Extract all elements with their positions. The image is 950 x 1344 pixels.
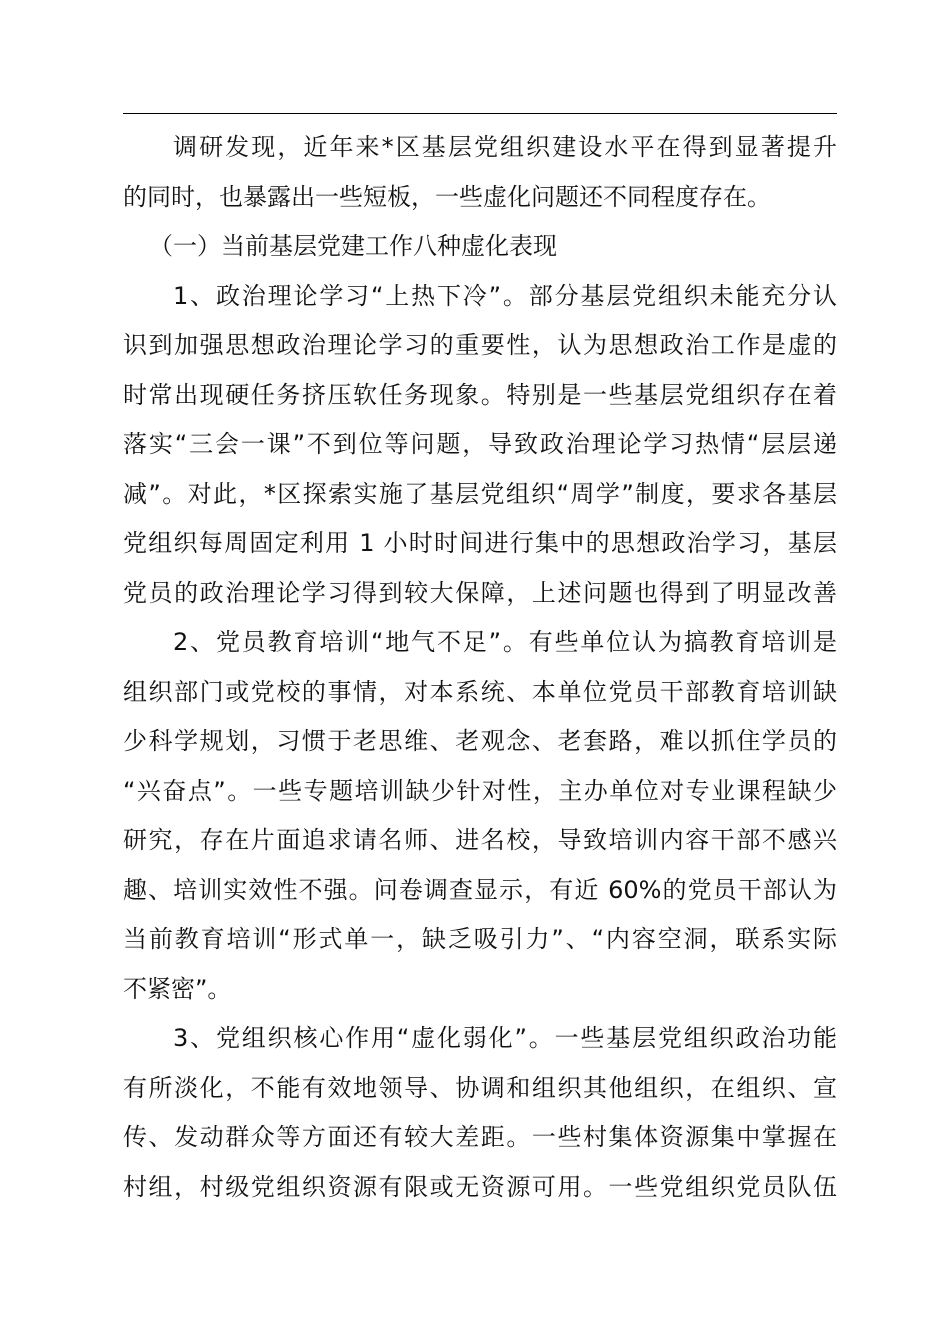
text-line: 有所淡化，不能有效地领导、协调和组织其他组织，在组织、宣 xyxy=(123,1073,837,1102)
text-line: 党组织每周固定利用 1 小时时间进行集中的思想政治学习，基层 xyxy=(123,529,837,557)
text-line: 不紧密”。 xyxy=(123,974,232,1003)
text-line: 时常出现硬任务挤压软任务现象。特别是一些基层党组织存在着 xyxy=(123,380,837,409)
paragraph-item-2 xyxy=(123,618,837,1014)
paragraph-item-1 xyxy=(123,272,837,619)
text-line: 识到加强思想政治理论学习的重要性，认为思想政治工作是虚的 xyxy=(123,331,837,359)
paragraph-intro xyxy=(123,123,837,222)
text-line: 当前教育培训“形式单一，缺乏吸引力”、“内容空洞，联系实际 xyxy=(123,925,837,953)
text-line: 组织部门或党校的事情，对本系统、本单位党员干部教育培训缺 xyxy=(123,677,837,706)
text-line: 2、党员教育培训“地气不足”。有些单位认为搞教育培训是 xyxy=(173,628,837,656)
text-line: 调研发现，近年来*区基层党组织建设水平在得到显著提升 xyxy=(173,133,837,161)
text-line: 少科学规划，习惯于老思维、老观念、老套路，难以抓住学员的 xyxy=(123,727,837,755)
text-line: 传、发动群众等方面还有较大差距。一些村集体资源集中掌握在 xyxy=(123,1123,837,1151)
paragraph-item-3 xyxy=(123,1014,837,1212)
text-line: “兴奋点”。一些专题培训缺少针对性，主办单位对专业课程缺少 xyxy=(123,776,837,805)
text-line: 落实“三会一课”不到位等问题，导致政治理论学习热情“层层递 xyxy=(123,430,837,458)
heading-line: （一）当前基层党建工作八种虚化表现 xyxy=(149,232,557,260)
text-line: 减”。对此，*区探索实施了基层党组织“周学”制度，要求各基层 xyxy=(123,479,837,508)
document-body xyxy=(123,123,837,1212)
text-line: 趣、培训实效性不强。问卷调查显示，有近 60%的党员干部认为 xyxy=(123,875,837,904)
text-line: 党员的政治理论学习得到较大保障，上述问题也得到了明显改善 xyxy=(123,578,837,607)
text-line: 村组，村级党组织资源有限或无资源可用。一些党组织党员队伍 xyxy=(123,1172,837,1201)
text-line: 的同时，也暴露出一些短板，一些虚化问题还不同程度存在。 xyxy=(123,182,771,211)
section-heading xyxy=(123,222,837,272)
text-line: 1、政治理论学习“上热下冷”。部分基层党组织未能充分认 xyxy=(173,281,837,310)
text-line: 研究，存在片面追求请名师、进名校，导致培训内容干部不感兴 xyxy=(123,826,837,854)
text-line: 3、党组织核心作用“虚化弱化”。一些基层党组织政治功能 xyxy=(173,1024,837,1052)
header-rule xyxy=(123,113,837,114)
